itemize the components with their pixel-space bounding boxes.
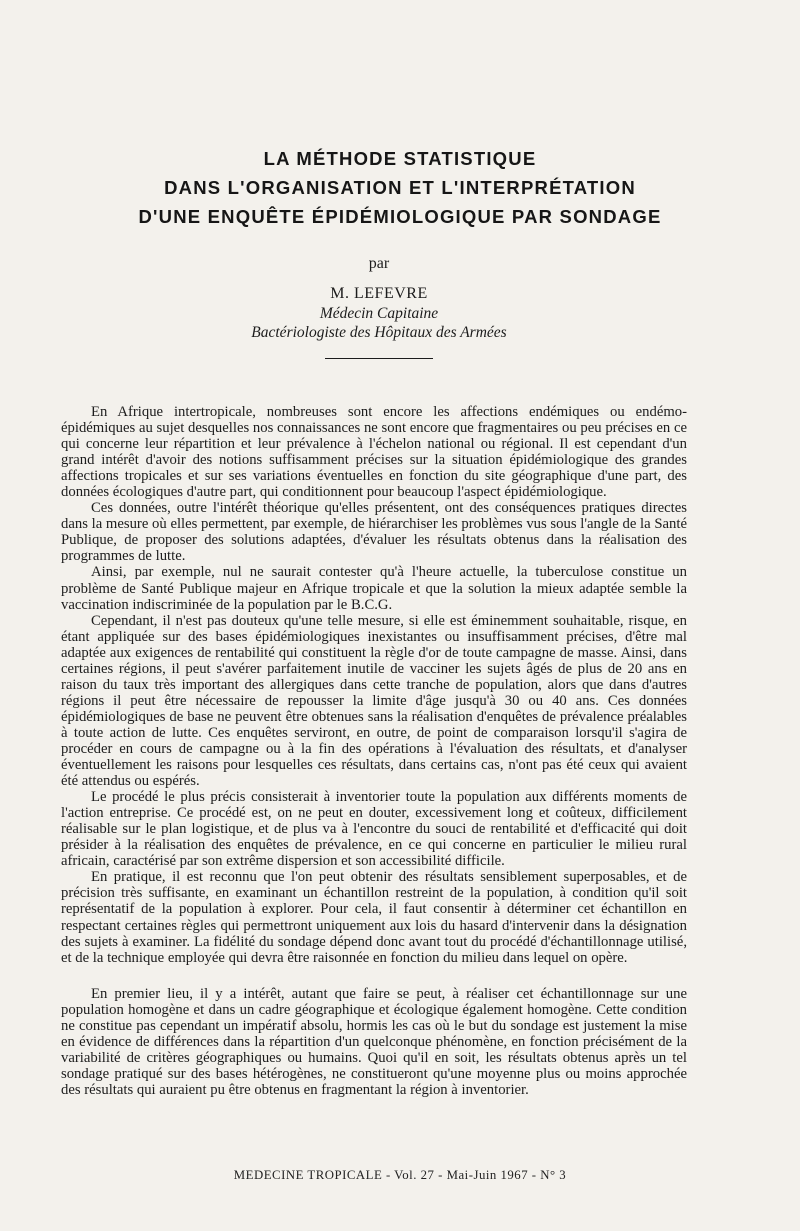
- article-title: [80, 144, 720, 231]
- title-line-1: LA MÉTHODE STATISTIQUE: [263, 148, 537, 169]
- journal-footer: MEDECINE TROPICALE - Vol. 27 - Mai-Juin 1967 - N° 3: [233, 1168, 567, 1182]
- author-name: M. LEFEVRE: [330, 285, 428, 302]
- author-role-1: Médecin Capitaine: [319, 305, 439, 322]
- article-body: [61, 404, 687, 1098]
- byline-by: par: [368, 255, 390, 272]
- title-separator-rule: [325, 358, 433, 359]
- paragraph: Cependant, il n'est pas douteux qu'une telle mesure, si elle est éminemment souhaitable, risque, en étant appliquée sur des bases épidémiologiques inexistantes ou insuffisamment précises, d'être mal adaptée aux exigences de rentabilité qui constituent la règle d'or de toute campagne de masse. Ainsi, dans certaines régions, il peut s'avérer parfaitement inutile de vacciner les sujets âgés de plus de 20 ans en raison du taux très important des allergiques dans cette tranche de population, alors que dans d'autres régions il peut être nécessaire de repousser la limite d'âge jusqu'à 30 ou 40 ans. Ces données épidémiologiques de base ne peuvent être obtenues sans la réalisation d'enquêtes de prévalence préalables à toute action de lutte. Ces enquêtes serviront, en outre, de point de comparaison lorsqu'il s'agira de procéder en cours de campagne ou à la fin des opérations à l'évaluation des résultats, et d'analyser éventuellement les raisons pour lesquelles ces résultats, dans certains cas, n'ont pas été ceux qui avaient été attendus ou espérés.: [61, 612, 687, 790]
- author-role-2: Bactériologiste des Hôpitaux des Armées: [251, 324, 507, 341]
- paragraph: En Afrique intertropicale, nombreuses sont encore les affections endémiques ou endémo-épidémiques au sujet desquelles nos connaissances ne sont encore que fragmentaires ou peu précises en ce qui concerne leur répartition et leur prévalence à l'échelon national ou régional. Il est cependant d'un grand intérêt d'avoir des notions suffisamment précises sur la situation épidémiologique des grandes affections tropicales et sur ses variations éventuelles en fonction du site géographique d'une part, des données écologiques d'autre part, qui conditionnent pour beaucoup l'aspect épidémiologique.: [61, 404, 687, 501]
- paragraph: En pratique, il est reconnu que l'on peut obtenir des résultats sensiblement superposables, et de précision très suffisante, en examinant un échantillon restreint de la population, à condition qu'il soit représentatif de la population à explorer. Pour cela, il faut consentir à déterminer cet échantillon en respectant certaines règles qui permettront uniquement aux lois du hasard d'intervenir dans la désignation des sujets à examiner. La fidélité du sondage dépend donc avant tout du procédé d'échantillonnage utilisé, et de la technique employée qui devra être raisonnée en fonction du milieu dans lequel on opère.: [61, 869, 687, 966]
- paragraph: En premier lieu, il y a intérêt, autant que faire se peut, à réaliser cet échantillonnage sur une population homogène et dans un cadre géographique et écologique également homogène. Cette condition ne constitue pas cependant un impératif absolu, hormis les cas où le but du sondage est justement la mise en évidence de différences dans la répartition d'un quelconque phénomène, en fonction précisément de la variabilité de critères géographiques ou humains. Quoi qu'il en soit, les résultats obtenus après un tel sondage pratiqué sur des bases hétérogènes, ne constitueront qu'une moyenne plus ou moins approchée des résultats qui auraient pu être obtenus en fragmentant la région à inventorier.: [61, 985, 687, 1098]
- title-line-2: DANS L'ORGANISATION ET L'INTERPRÉTATION: [164, 177, 636, 198]
- paragraph: Ainsi, par exemple, nul ne saurait contester qu'à l'heure actuelle, la tuberculose constitue un problème de Santé Publique majeur en Afrique tropicale et que la solution la mieux adaptée semble la vaccination indiscriminée de la population par le B.C.G.: [61, 564, 687, 613]
- title-line-3: D'UNE ENQUÊTE ÉPIDÉMIOLOGIQUE PAR SONDAGE: [138, 206, 662, 227]
- paragraph: Ces données, outre l'intérêt théorique qu'elles présentent, ont des conséquences pratiques directes dans la mesure où elles permettent, par exemple, de hiérarchiser les problèmes vus sous l'angle de la Santé Publique, de proposer des solutions adaptées, d'évaluer les résultats obtenus dans la réalisation des programmes de lutte.: [61, 500, 687, 565]
- paragraph: Le procédé le plus précis consisterait à inventorier toute la population aux différents moments de l'action entreprise. Ce procédé est, on ne peut en douter, excessivement long et coûteux, difficilement réalisable sur le plan logistique, et de plus va à l'encontre du souci de rentabilité et d'efficacité qui doit présider à la réalisation des enquêtes de prévalence, en ce qui concerne en particulier le milieu rural africain, caractérisé par son extrême dispersion et son accessibilité difficile.: [61, 789, 687, 870]
- byline: [0, 254, 758, 342]
